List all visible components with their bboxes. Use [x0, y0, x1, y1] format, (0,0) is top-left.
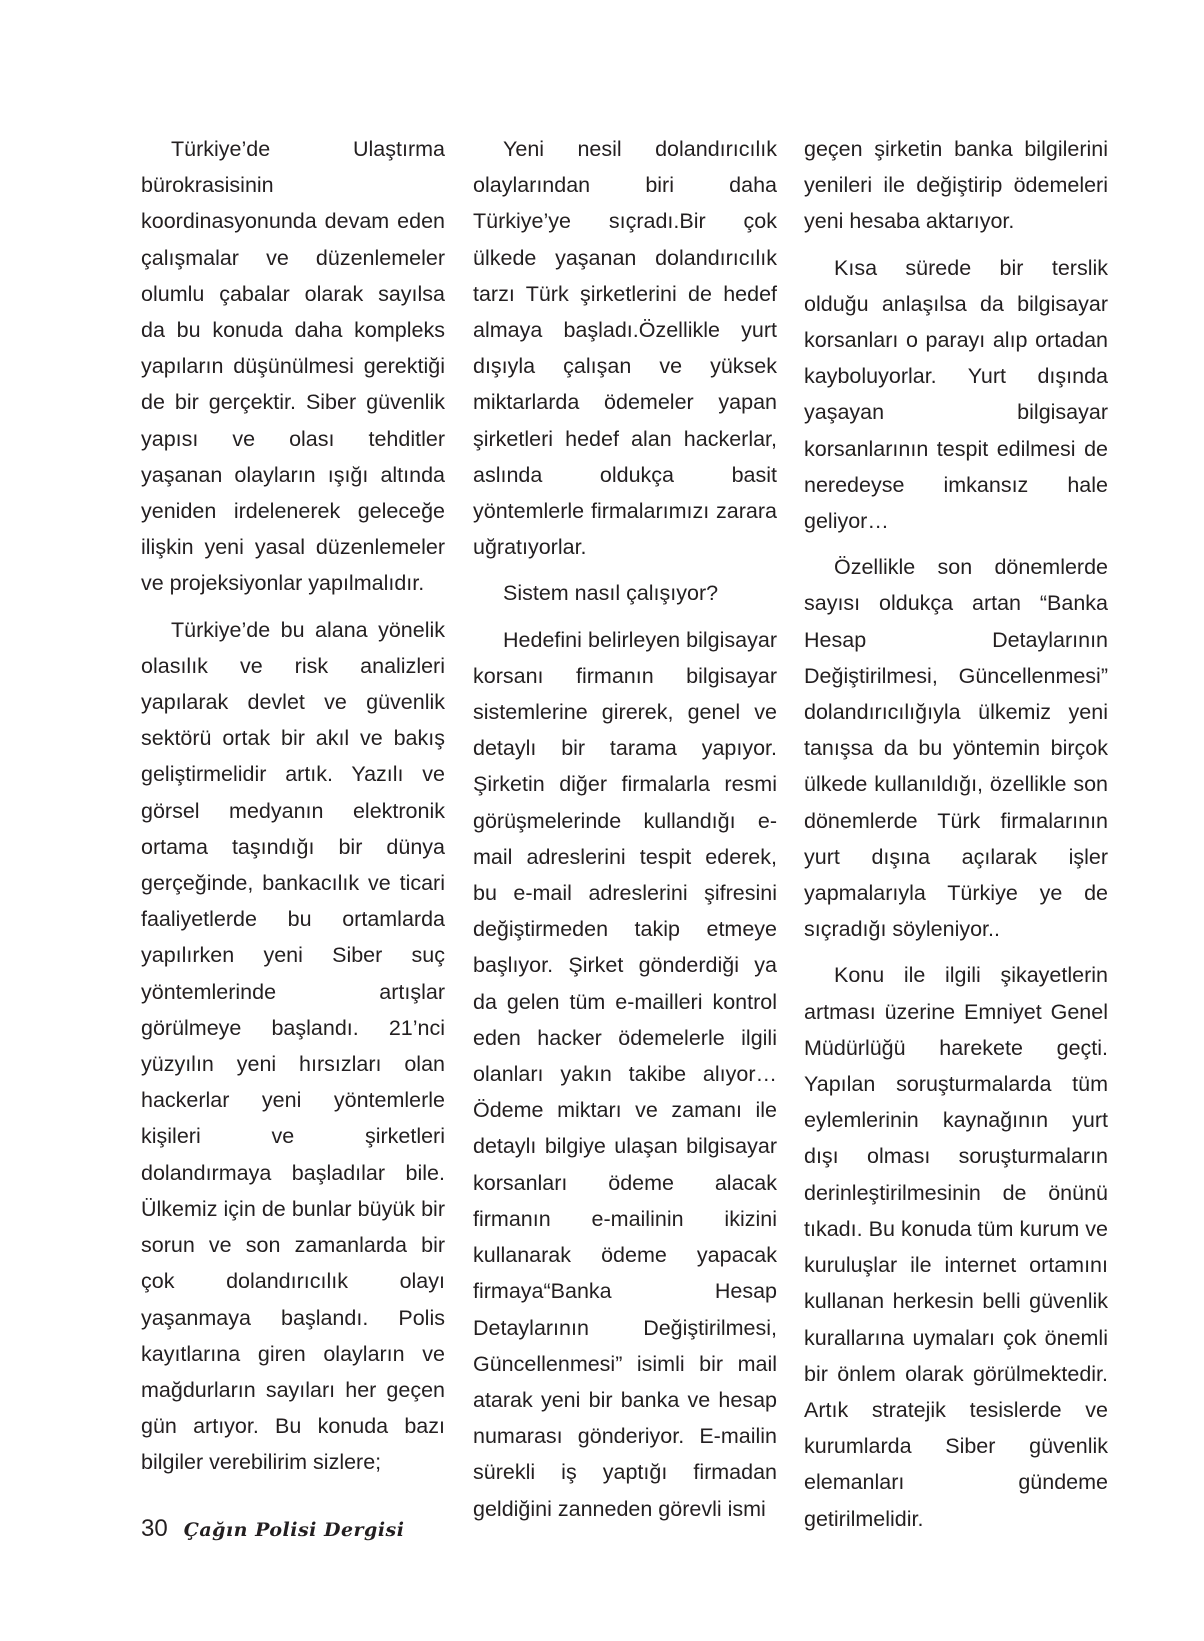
page-number: 30 [141, 1515, 168, 1542]
paragraph: Hedefini belirleyen bilgisayar korsanı firmanın bilgisayar sistemlerine girerek, genel ve detaylı bir tarama yapıyor. Şirketin diğer firmalarla resmi görüşmelerinde kullandığı e-mail adreslerini tespit ederek, bu e-mail adreslerini şifresini değiştirmeden takip etmeye başlıyor. Şirket gönderdiği ya da gelen tüm e-mailleri kontrol eden hacker ödemelerle ilgili olanları yakın takibe alıyor…Ödeme miktarı ve zamanı ile detaylı bilgiye ulaşan bilgisayar korsanları ödeme alacak firmanın e-mailinin ikizini kullanarak ödeme yapacak firmaya“Banka Hesap Detaylarının Değiştirilmesi, Güncellenmesi” isimli bir mail atarak yeni bir banka ve hesap numarası gönderiyor. E-mailin sürekli iş yaptığı firmadan geldiğini zanneden görevli ismi [473, 627, 777, 1521]
paragraph: Yeni nesil dolandırıcılık olaylarından biri daha Türkiye’ye sıçradı.Bir çok ülkede yaşanan dolandırıcılık tarzı Türk şirketlerini de hedef almaya başladı.Özellikle yurt dışıyla çalışan ve yüksek miktarlarda ödemeler yapan şirketleri hedef alan hackerlar, aslında oldukça basit yöntemlerle firmalarımızı zarara uğratıyorlar. [473, 137, 777, 560]
page-footer [141, 1515, 404, 1543]
text-column-1 [141, 131, 445, 1491]
section-subheading: Sistem nasıl çalışıyor? [503, 581, 719, 606]
magazine-name: Çağın Polisi Dergisi [183, 1519, 405, 1541]
paragraph: Özellikle son dönemlerde sayısı oldukça artan “Banka Hesap Detaylarının Değiştirilmesi, Güncellenmesi” dolandırıcılığıyla ülkemiz yeni tanışsa da bu yöntemin birçok ülkede kullanıldığı, özellikle son dönemlerde Türk firmalarının yurt dışına açılarak işler yapmalarıyla Türkiye ye de sıçradığı söyleniyor.. [804, 555, 1108, 942]
paragraph: Türkiye’de Ulaştırma bürokrasisinin koordinasyonunda devam eden çalışmalar ve düzenlemeler olumlu çabalar olarak sayılsa da bu konuda daha kompleks yapıların düşünülmesi gerektiği de bir gerçektir. Siber güvenlik yapısı ve olası tehditler yaşanan olayların ışığı altında yeniden irdelenerek geleceğe ilişkin yeni yasal düzenlemeler ve projeksiyonlar yapılmalıdır. [141, 137, 445, 596]
paragraph: Türkiye’de bu alana yönelik olasılık ve risk analizleri yapılarak devlet ve güvenlik sektörü ortak bir akıl ve bakış geliştirmelidir artık. Yazılı ve görsel medyanın elektronik ortama taşındığı bir dünya gerçeğinde, bankacılık ve ticari faaliyetlerde bu ortamlarda yapılırken yeni Siber suç yöntemlerinde artışlar görülmeye başlandı. 21’nci yüzyılın yeni hırsızları olan hackerlar yeni yöntemlerle kişileri ve şirketleri dolandırmaya başladılar bile. Ülkemiz için de bunlar büyük bir sorun ve son zamanlarda bir çok dolandırıcılık olayı yaşanmaya başlandı. Polis kayıtlarına giren olayların ve mağdurların sayıları her geçen gün artıyor. Bu konuda bazı bilgiler verebilirim sizlere; [141, 617, 445, 1475]
paragraph: Konu ile ilgili şikayetlerin artması üzerine Emniyet Genel Müdürlüğü harekete geçti. Yapılan soruşturmalarda tüm eylemlerinin kaynağının yurt dışı olması soruşturmaların derinleştirilmesinin de önünü tıkadı. Bu konuda tüm kurum ve kuruluşlar ile internet ortamını kullanan herkesin belli güvenlik kurallarına uymaları çok önemli bir önlem olarak görülmektedir. Artık stratejik tesislerde ve kurumlarda Siber güvenlik elemanları gündeme getirilmelidir. [804, 963, 1108, 1531]
paragraph-continuation: geçen şirketin banka bilgilerini yenileri ile değiştirip ödemeleri yeni hesaba aktarıyor. [804, 137, 1108, 234]
text-column-3 [804, 131, 1108, 1547]
text-column-2 [473, 131, 777, 1537]
paragraph: Kısa sürede bir terslik olduğu anlaşılsa da bilgisayar korsanları o parayı alıp ortadan kayboluyorlar. Yurt dışında yaşayan bilgisayar korsanlarının tespit edilmesi de neredeyse imkansız hale geliyor… [804, 255, 1108, 534]
